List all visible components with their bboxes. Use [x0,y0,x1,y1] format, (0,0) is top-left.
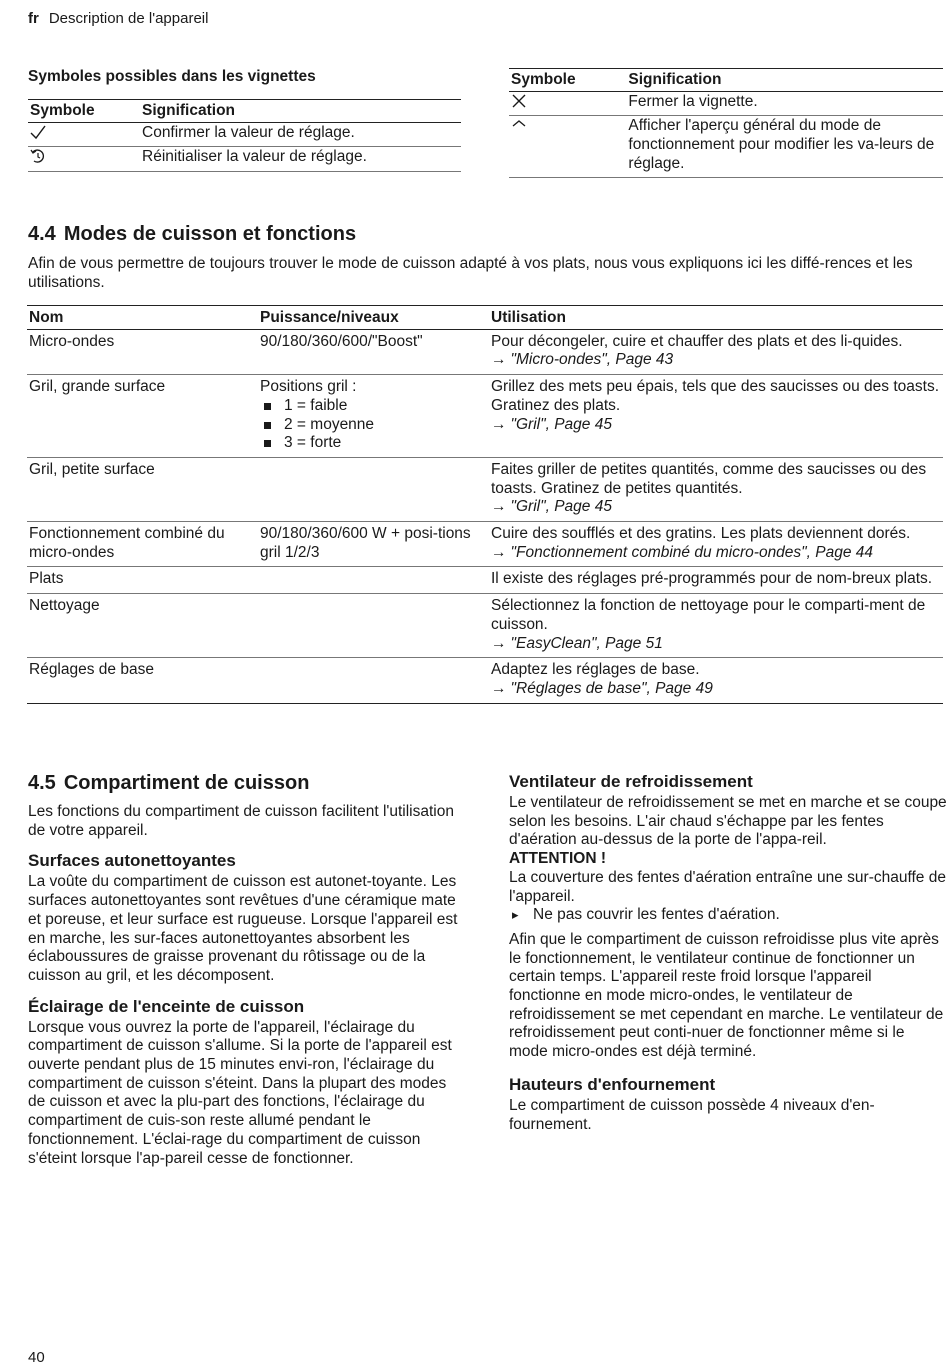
section-4-5-left-column [28,771,466,1168]
mode-usage: Pour décongeler, cuire et chauffer des plats et des li-quides. → "Micro-ondes", Page 43 [489,329,943,374]
mode-power [258,457,489,521]
mode-power [258,658,489,703]
symbols-table-left [28,99,461,172]
table-row [27,567,943,594]
lighting-heading: Éclairage de l'enceinte de cuisson [28,996,305,1016]
mode-name: Plats [27,567,258,594]
mode-usage: Cuire des soufflés et des gratins. Les plats deviennent dorés. → "Fonctionnement combiné du micro-ondes", Page 44 [489,522,943,567]
symbols-heading: Symboles possibles dans les vignettes [28,68,316,85]
chevron-up-icon [511,117,527,133]
levels-text: Le compartiment de cuisson possède 4 niveaux d'en-fournement. [509,1096,875,1133]
surfaces-heading: Surfaces autonettoyantes [28,851,236,871]
list-item: 1 = faible [260,397,489,416]
list-item: 2 = moyenne [260,416,489,435]
mode-power: 90/180/360/600 W + posi-tions gril 1/2/3 [258,522,489,567]
table-row [509,91,943,116]
grill-positions-list [260,397,489,453]
mode-power [258,594,489,658]
fan-heading: Ventilateur de refroidissement [509,772,753,791]
levels-heading: Hauteurs d'enfournement [509,1074,716,1094]
page-number: 40 [28,1349,45,1366]
section-4-5-right-column [509,771,947,1134]
page-reference[interactable]: → "Fonctionnement combiné du micro-ondes", Page 44 [491,543,874,561]
header-title: Description de l'appareil [48,10,209,27]
mode-usage: Grillez des mets peu épais, tels que des saucisses ou des toasts. Gratinez des plats. → "Gril", Page 45 [489,375,943,458]
table-row [27,522,943,567]
symbol-meaning: Fermer la vignette. [626,91,943,116]
mode-usage: Faites griller de petites quantités, comme des saucisses ou des toasts. Gratinez de petites quantités. → "Gril", Page 45 [489,457,943,521]
page-reference[interactable]: → "Réglages de base", Page 49 [491,679,713,697]
symbol-meaning: Afficher l'aperçu général du mode de fonctionnement pour modifier les va-leurs de réglage. [626,116,943,177]
mode-name: Micro-ondes [27,329,258,374]
attention-label: ATTENTION ! [509,850,607,868]
table-row [27,457,943,521]
table-row [27,658,943,703]
mode-name: Réglages de base [27,658,258,703]
symbol-meaning: Confirmer la valeur de réglage. [140,122,461,147]
section-title-4-4: 4.4 Modes de cuisson et fonctions [28,223,357,245]
col-power: Puissance/niveaux [258,306,489,330]
table-row [509,116,943,177]
mode-power [258,567,489,594]
section-4-5-intro: Les fonctions du compartiment de cuisson facilitent l'utilisation de votre appareil. [28,803,454,839]
page-reference[interactable]: → "Micro-ondes", Page 43 [491,351,674,369]
mode-usage: Adaptez les réglages de base. → "Réglages de base", Page 49 [489,658,943,703]
col-meaning: Signification [626,69,943,92]
page-reference[interactable]: → "EasyClean", Page 51 [491,634,663,652]
table-row [28,122,461,147]
col-symbol: Symbole [28,100,140,123]
close-icon [511,93,527,109]
symbols-table-right [509,68,943,178]
mode-name: Nettoyage [27,594,258,658]
list-item: 3 = forte [260,434,489,453]
language-code: fr [28,10,39,27]
col-usage: Utilisation [489,306,943,330]
page-reference[interactable]: → "Gril", Page 45 [491,498,612,516]
mode-usage: Sélectionnez la fonction de nettoyage pour le comparti-ment de cuisson. → "EasyClean", Page 51 [489,594,943,658]
mode-power: 90/180/360/600/"Boost" [258,329,489,374]
section-title-4-5: 4.5 Compartiment de cuisson [28,772,310,794]
reset-icon [30,148,46,164]
table-row [27,375,943,458]
fan-text-2: Afin que le compartiment de cuisson refroidisse plus vite après le fonctionnement, le ventilateur continue de fonctionner un certain temps. L'appareil reste froid lorsque l'appareil fonctionne en mode micro-ondes, le ventilateur de refroidissement se met cependant en marche. Le ventilateur de refroidissement peut conti-nuer de fonctionner même si le mode micro-ondes est déjà terminé. [509,930,944,1061]
mode-name: Fonctionnement combiné du micro-ondes [27,522,258,567]
col-meaning: Signification [140,100,461,123]
checkmark-icon [30,124,46,140]
mode-usage: Il existe des réglages pré-programmés pour de nom-breux plats. [489,567,943,594]
lighting-text: Lorsque vous ouvrez la porte de l'appareil, l'éclairage du compartiment de cuisson s'allume. Si la porte de l'appareil est ouverte pendant plus de 15 minutes envi-ron, l'éclairage du compartiment de cuisson s'éteint. Dans la plupart des modes de cuisson et avec la plu-part des fonctions, l'éclairage du compartiment de cuis-son reste allumé pendant le fonctionnement. L'éclai-rage du compartiment de cuisson s'éteint lorsque l'ap-pareil cesse de fonctionner. [28,1018,452,1167]
table-row [27,594,943,658]
attention-text: La couverture des fentes d'aération entraîne une sur-chauffe de l'appareil. [509,868,946,905]
attention-step: ▸ Ne pas couvrir les fentes d'aération. [509,906,947,925]
page-reference[interactable]: → "Gril", Page 45 [491,415,612,433]
surfaces-text: La voûte du compartiment de cuisson est autonet-toyante. Les surfaces autonettoyantes sont revêtues d'une céramique mate et poreuse, et leur surface est rugueuse. Lorsque l'appareil est en marche, les sur-faces autonettoyantes absorbent les éclaboussures de graisse provenant du rôtissage ou de la cuisson au gril, et les décomposent. [28,873,458,984]
table-row [28,147,461,172]
section-4-4-intro: Afin de vous permettre de toujours trouver le mode de cuisson adapté à vos plats, nous vous expliquons ici les diffé-rences et les utilisations. [28,255,913,291]
mode-name: Gril, grande surface [27,375,258,458]
mode-name: Gril, petite surface [27,457,258,521]
symbol-meaning: Réinitialiser la valeur de réglage. [140,147,461,172]
cooking-modes-table [27,305,943,704]
fan-text: Le ventilateur de refroidissement se met en marche et se coupe selon les besoins. L'air chaud s'échappe par les fentes d'aération au-dessus de la porte de l'appa-reil. [509,794,947,849]
page-header [28,10,208,29]
table-row [27,329,943,374]
col-name: Nom [27,306,258,330]
col-symbol: Symbole [509,69,626,92]
mode-power: Positions gril : 1 = faible 2 = moyenne 3 = forte [258,375,489,458]
